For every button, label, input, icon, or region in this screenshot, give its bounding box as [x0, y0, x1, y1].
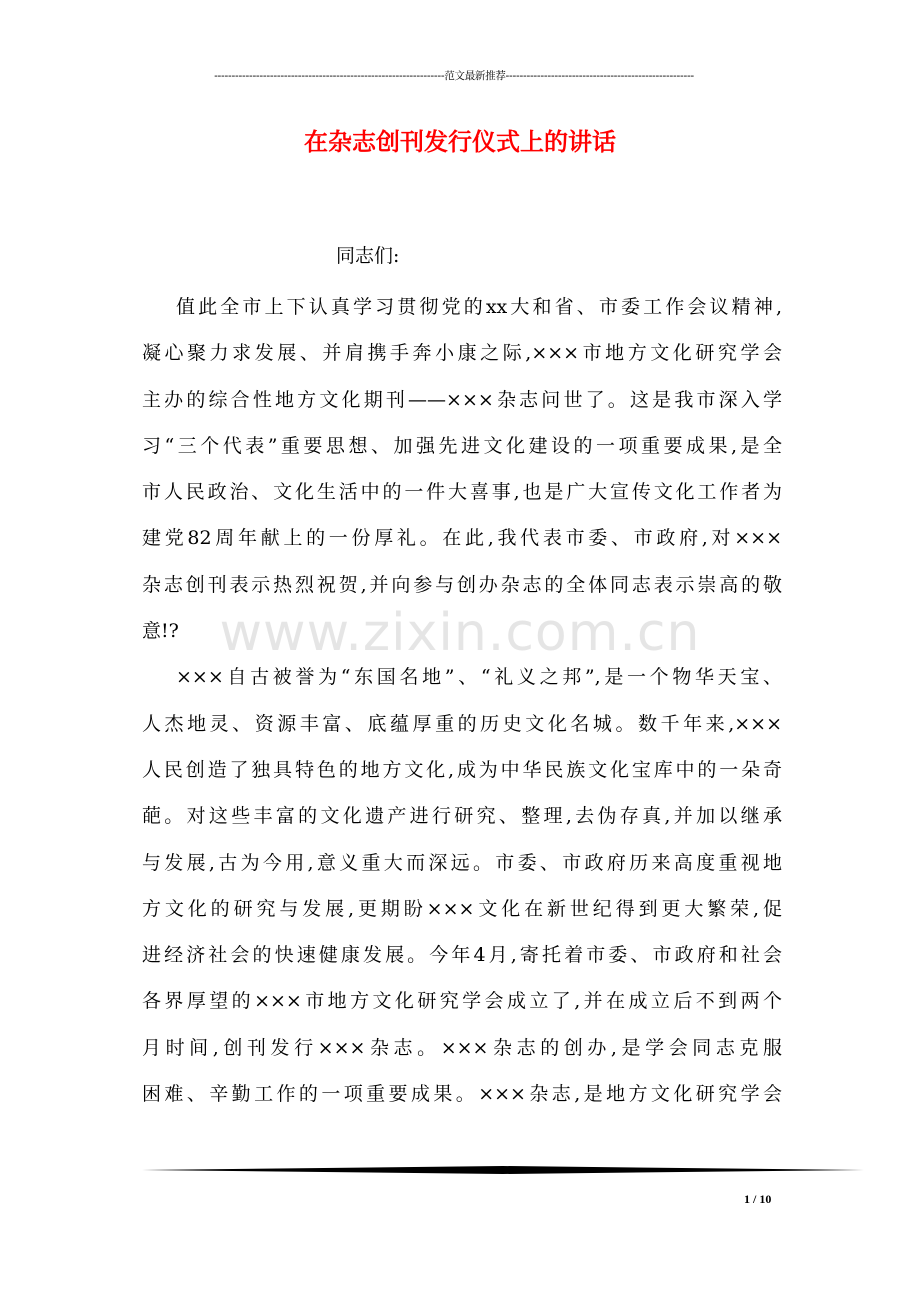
header-banner: ------------------------------------------------------------------范文最新推荐------------------------------------------------------: [214, 70, 694, 82]
salutation: 同志们:: [336, 245, 400, 267]
paragraph-1-line: 建党82周年献上的一份厚礼。在此,我代表市委、市政府,对×××: [142, 527, 782, 550]
page-number: 1 / 10: [744, 1192, 772, 1206]
paragraph-2-line: 葩。对这些丰富的文化遗产进行研究、整理,去伪存真,并加以继承: [142, 805, 782, 828]
body-text: [142, 284, 782, 1117]
paragraph-1-line: 意!?: [142, 620, 179, 643]
paragraph-2-line: 人民创造了独具特色的地方文化,成为中华民族文化宝库中的一朵奇: [142, 758, 782, 781]
paragraph-2-line: 与发展,古为今用,意义重大而深远。市委、市政府历来高度重视地: [142, 851, 782, 874]
paragraph-2-line: ×××自古被誉为“东国名地”、“礼义之邦”,是一个物华天宝、: [176, 666, 782, 689]
paragraph-1-line: 市人民政治、文化生活中的一件大喜事,也是广大宣传文化工作者为: [142, 481, 782, 504]
paragraph-2-line: 各界厚望的×××市地方文化研究学会成立了,并在成立后不到两个: [142, 990, 782, 1013]
paragraph-1-line: 杂志创刊表示热烈祝贺,并向参与创办杂志的全体同志表示崇高的敬: [142, 573, 782, 596]
paragraph-2-line: 月时间,创刊发行×××杂志。×××杂志的创办,是学会同志克服: [142, 1036, 782, 1059]
paragraph-1-line: 主办的综合性地方文化期刊——×××杂志问世了。这是我市深入学: [142, 388, 782, 411]
paragraph-1-line: 习“三个代表”重要思想、加强先进文化建设的一项重要成果,是全: [142, 434, 782, 457]
paragraph-1-line: 值此全市上下认真学习贯彻党的xx大和省、市委工作会议精神,: [176, 296, 782, 318]
paragraph-2-line: 人杰地灵、资源丰富、底蕴厚重的历史文化名城。数千年来,×××: [142, 712, 782, 735]
paragraph-2-line: 方文化的研究与发展,更期盼×××文化在新世纪得到更大繁荣,促: [142, 897, 782, 920]
footer-divider: [142, 1165, 864, 1175]
watermark: www.zixin.com.cn: [219, 603, 701, 663]
paragraph-2-line: 进经济社会的快速健康发展。今年4月,寄托着市委、市政府和社会: [142, 944, 782, 967]
paragraph-1-line: 凝心聚力求发展、并肩携手奔小康之际,×××市地方文化研究学会: [142, 342, 782, 365]
document-title: 在杂志创刊发行仪式上的讲话: [304, 128, 616, 156]
paragraph-2-line: 困难、辛勤工作的一项重要成果。×××杂志,是地方文化研究学会: [142, 1083, 782, 1106]
